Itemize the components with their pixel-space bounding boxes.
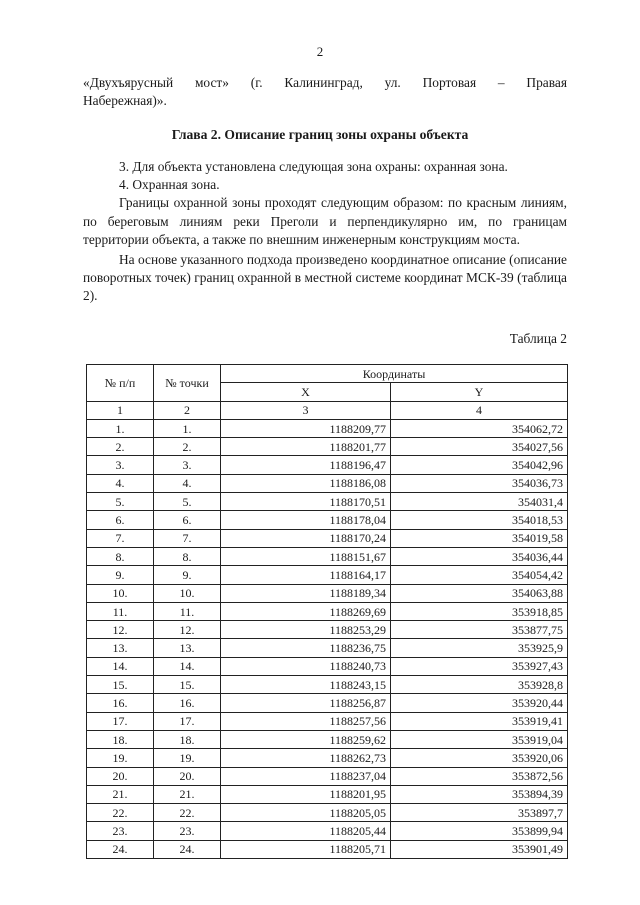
- y-coordinate-cell: 353899,94: [391, 822, 568, 840]
- table-row: [87, 840, 568, 858]
- table-row: [87, 694, 568, 712]
- coordinate-description: На основе указанного подхода произведено координатное описание (описание поворотных точек) границ охранной в местной системе координат МСК-39 (таблица 2).: [83, 252, 567, 304]
- intro-paragraph: [83, 74, 567, 110]
- row-number-cell: 3.: [87, 456, 154, 474]
- point-number-cell: 7.: [154, 529, 221, 547]
- header-num: № п/п: [87, 365, 154, 402]
- x-coordinate-cell: 1188257,56: [221, 712, 391, 730]
- header-coords: Координаты: [221, 365, 568, 383]
- x-coordinate-cell: 1188205,44: [221, 822, 391, 840]
- point-number-cell: 2.: [154, 438, 221, 456]
- row-number-cell: 13.: [87, 639, 154, 657]
- table-row: [87, 767, 568, 785]
- row-number-cell: 15.: [87, 676, 154, 694]
- x-coordinate-cell: 1188237,04: [221, 767, 391, 785]
- row-number-cell: 5.: [87, 493, 154, 511]
- chapter-title: Глава 2. Описание границ зоны охраны объекта: [171, 127, 469, 142]
- y-coordinate-cell: 353901,49: [391, 840, 568, 858]
- y-coordinate-cell: 353897,7: [391, 804, 568, 822]
- table-row: [87, 493, 568, 511]
- boundary-description: Границы охранной зоны проходят следующим образом: по красным линиям, по береговым линиям реки Преголи и перпендикулярно им, по границам территории объекта, а также по внешним инженерным конструкциям моста.: [83, 195, 567, 247]
- x-coordinate-cell: 1188236,75: [221, 639, 391, 657]
- x-coordinate-cell: 1188205,71: [221, 840, 391, 858]
- header-x: X: [221, 383, 391, 401]
- point-number-cell: 23.: [154, 822, 221, 840]
- row-number-cell: 4.: [87, 474, 154, 492]
- table-row: [87, 785, 568, 803]
- row-number-cell: 2.: [87, 438, 154, 456]
- y-coordinate-cell: 353918,85: [391, 602, 568, 620]
- y-coordinate-cell: 354031,4: [391, 493, 568, 511]
- table-row: [87, 566, 568, 584]
- x-coordinate-cell: 1188256,87: [221, 694, 391, 712]
- row-number-cell: 20.: [87, 767, 154, 785]
- column-index-row: [87, 401, 568, 419]
- x-coordinate-cell: 1188164,17: [221, 566, 391, 584]
- point-number-cell: 22.: [154, 804, 221, 822]
- intro-line-1: «Двухъярусный мост» (г. Калининград, ул. Портовая – Правая: [83, 75, 567, 90]
- row-number-cell: 14.: [87, 657, 154, 675]
- point-number-cell: 12.: [154, 621, 221, 639]
- x-coordinate-cell: 1188253,29: [221, 621, 391, 639]
- table-row: [87, 438, 568, 456]
- point-number-cell: 20.: [154, 767, 221, 785]
- point-number-cell: 3.: [154, 456, 221, 474]
- x-coordinate-cell: 1188269,69: [221, 602, 391, 620]
- point-number-cell: 14.: [154, 657, 221, 675]
- chapter-body: [83, 158, 567, 306]
- y-coordinate-cell: 354027,56: [391, 438, 568, 456]
- table-row: [87, 639, 568, 657]
- table-row: [87, 474, 568, 492]
- table-row: [87, 529, 568, 547]
- table-row: [87, 712, 568, 730]
- y-coordinate-cell: 353920,44: [391, 694, 568, 712]
- header-point: № точки: [154, 365, 221, 402]
- index-cell: 3: [221, 401, 391, 419]
- table-row: [87, 511, 568, 529]
- x-coordinate-cell: 1188170,51: [221, 493, 391, 511]
- point-number-cell: 8.: [154, 547, 221, 565]
- x-coordinate-cell: 1188201,77: [221, 438, 391, 456]
- point-number-cell: 16.: [154, 694, 221, 712]
- row-number-cell: 1.: [87, 419, 154, 437]
- row-number-cell: 10.: [87, 584, 154, 602]
- x-coordinate-cell: 1188170,24: [221, 529, 391, 547]
- row-number-cell: 19.: [87, 749, 154, 767]
- table-label: Таблица 2: [509, 331, 567, 346]
- coordinates-table: [86, 364, 568, 859]
- table-row: [87, 584, 568, 602]
- y-coordinate-cell: 353925,9: [391, 639, 568, 657]
- y-coordinate-cell: 354063,88: [391, 584, 568, 602]
- table-body: [87, 401, 568, 858]
- x-coordinate-cell: 1188178,04: [221, 511, 391, 529]
- row-number-cell: 18.: [87, 730, 154, 748]
- y-coordinate-cell: 354036,44: [391, 547, 568, 565]
- index-cell: 4: [391, 401, 568, 419]
- y-coordinate-cell: 353927,43: [391, 657, 568, 675]
- y-coordinate-cell: 354062,72: [391, 419, 568, 437]
- x-coordinate-cell: 1188262,73: [221, 749, 391, 767]
- row-number-cell: 6.: [87, 511, 154, 529]
- x-coordinate-cell: 1188240,73: [221, 657, 391, 675]
- x-coordinate-cell: 1188205,05: [221, 804, 391, 822]
- table-row: [87, 730, 568, 748]
- x-coordinate-cell: 1188259,62: [221, 730, 391, 748]
- intro-line-2: Набережная)».: [83, 93, 167, 109]
- row-number-cell: 11.: [87, 602, 154, 620]
- row-number-cell: 21.: [87, 785, 154, 803]
- row-number-cell: 8.: [87, 547, 154, 565]
- table-row: [87, 602, 568, 620]
- y-coordinate-cell: 353920,06: [391, 749, 568, 767]
- x-coordinate-cell: 1188151,67: [221, 547, 391, 565]
- row-number-cell: 12.: [87, 621, 154, 639]
- point-number-cell: 24.: [154, 840, 221, 858]
- x-coordinate-cell: 1188209,77: [221, 419, 391, 437]
- row-number-cell: 17.: [87, 712, 154, 730]
- point-number-cell: 21.: [154, 785, 221, 803]
- row-number-cell: 23.: [87, 822, 154, 840]
- point-number-cell: 4.: [154, 474, 221, 492]
- x-coordinate-cell: 1188196,47: [221, 456, 391, 474]
- table-row: [87, 676, 568, 694]
- x-coordinate-cell: 1188243,15: [221, 676, 391, 694]
- point-number-cell: 19.: [154, 749, 221, 767]
- y-coordinate-cell: 353894,39: [391, 785, 568, 803]
- item-4: 4. Охранная зона.: [119, 177, 220, 193]
- point-number-cell: 6.: [154, 511, 221, 529]
- y-coordinate-cell: 354018,53: [391, 511, 568, 529]
- row-number-cell: 16.: [87, 694, 154, 712]
- table-row: [87, 456, 568, 474]
- point-number-cell: 9.: [154, 566, 221, 584]
- header-y: Y: [391, 383, 568, 401]
- point-number-cell: 17.: [154, 712, 221, 730]
- y-coordinate-cell: 353877,75: [391, 621, 568, 639]
- table-header-row: [87, 365, 568, 383]
- y-coordinate-cell: 354019,58: [391, 529, 568, 547]
- index-cell: 1: [87, 401, 154, 419]
- x-coordinate-cell: 1188189,34: [221, 584, 391, 602]
- y-coordinate-cell: 354036,73: [391, 474, 568, 492]
- table-row: [87, 419, 568, 437]
- x-coordinate-cell: 1188186,08: [221, 474, 391, 492]
- y-coordinate-cell: 354042,96: [391, 456, 568, 474]
- row-number-cell: 9.: [87, 566, 154, 584]
- item-3: 3. Для объекта установлена следующая зона охраны: охранная зона.: [119, 159, 508, 174]
- point-number-cell: 11.: [154, 602, 221, 620]
- row-number-cell: 24.: [87, 840, 154, 858]
- row-number-cell: 7.: [87, 529, 154, 547]
- table-row: [87, 822, 568, 840]
- page-number: 2: [316, 44, 324, 59]
- y-coordinate-cell: 353919,04: [391, 730, 568, 748]
- table-row: [87, 749, 568, 767]
- table-row: [87, 621, 568, 639]
- y-coordinate-cell: 353928,8: [391, 676, 568, 694]
- point-number-cell: 5.: [154, 493, 221, 511]
- point-number-cell: 13.: [154, 639, 221, 657]
- point-number-cell: 10.: [154, 584, 221, 602]
- point-number-cell: 18.: [154, 730, 221, 748]
- y-coordinate-cell: 353919,41: [391, 712, 568, 730]
- point-number-cell: 15.: [154, 676, 221, 694]
- index-cell: 2: [154, 401, 221, 419]
- table-row: [87, 804, 568, 822]
- x-coordinate-cell: 1188201,95: [221, 785, 391, 803]
- y-coordinate-cell: 354054,42: [391, 566, 568, 584]
- row-number-cell: 22.: [87, 804, 154, 822]
- point-number-cell: 1.: [154, 419, 221, 437]
- y-coordinate-cell: 353872,56: [391, 767, 568, 785]
- table-row: [87, 657, 568, 675]
- table-row: [87, 547, 568, 565]
